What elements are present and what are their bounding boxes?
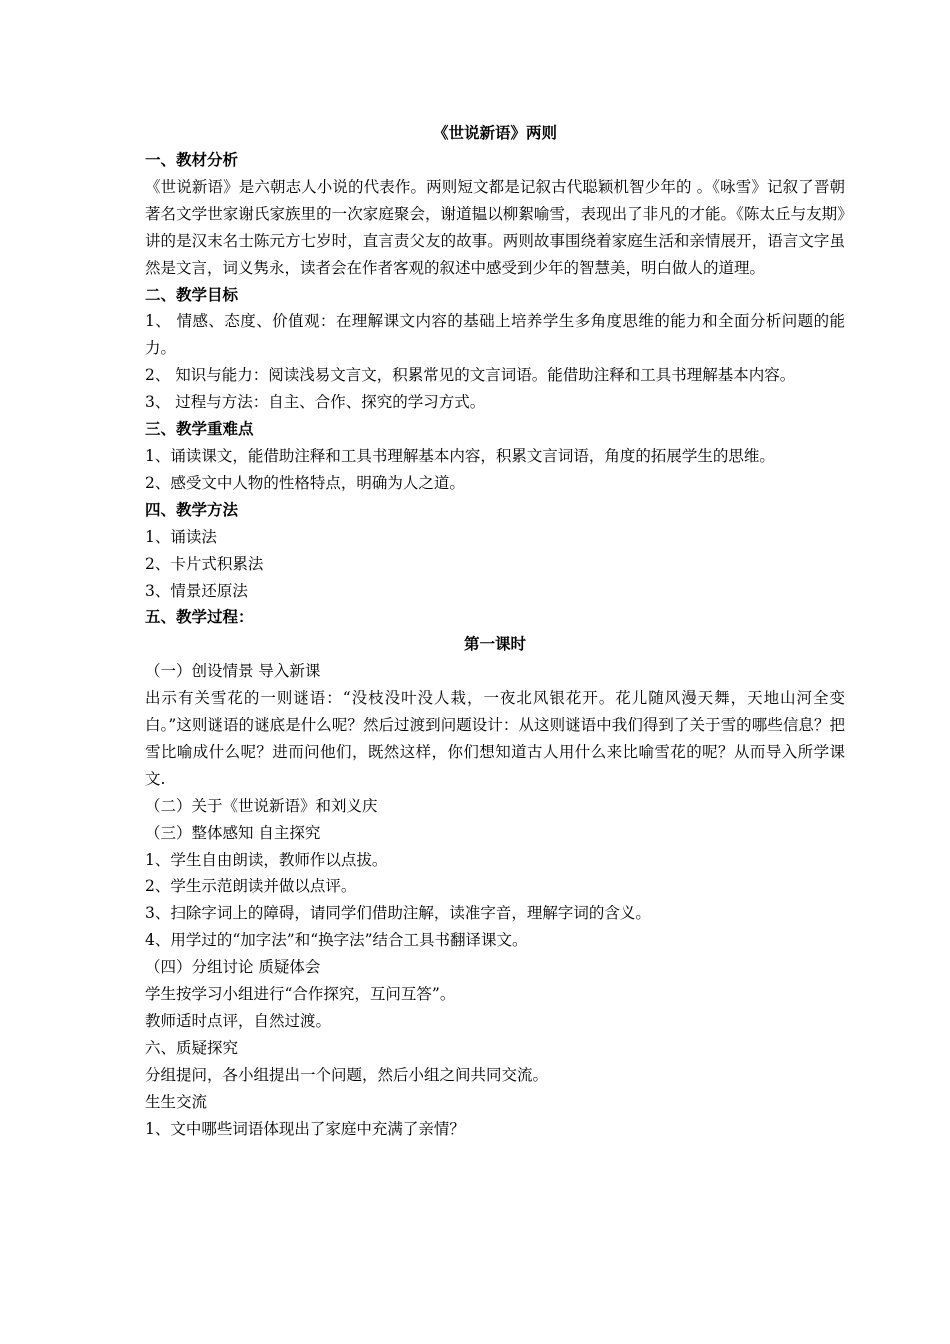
objective-item: 3、 过程与方法：自主、合作、探究的学习方式。 [145, 393, 486, 412]
section-heading-objectives: 二、教学目标 [145, 284, 239, 304]
lesson-title: 第一课时 [463, 634, 526, 654]
method-item: 3、情景还原法 [145, 581, 248, 600]
step-heading: （一）创设情景 导入新课 [145, 662, 321, 681]
section-heading-key-points: 三、教学重难点 [145, 419, 254, 439]
inquiry-item: 分组提问，各小组提出一个问题，然后小组之间共同交流。 [145, 1065, 549, 1084]
section-heading-process: 五、教学过程： [145, 607, 254, 627]
step-heading: （三）整体感知 自主探究 [145, 823, 321, 842]
key-point-item: 1、诵读课文，能借助注释和工具书理解基本内容，积累文言词语，角度的拓展学生的思维。 [145, 446, 775, 465]
objective-item: 1、 情感、态度、价值观：在理解课文内容的基础上培养学生多角度思维的能力和全面分析问题的能力。 [145, 312, 845, 358]
objective-item: 2、 知识与能力：阅读浅易文言文，积累常见的文言词语。能借助注释和工具书理解基本内容。 [145, 366, 796, 385]
step-item: 2、学生示范朗读并做以点评。 [145, 877, 357, 896]
section-heading-analysis: 一、教材分析 [145, 150, 239, 169]
step-heading: （二）关于《世说新语》和刘义庆 [145, 796, 378, 815]
step-item: 教师适时点评，自然过渡。 [145, 1012, 332, 1030]
step-item: 1、学生自由朗读，教师作以点拔。 [145, 850, 388, 869]
step-item: 3、扫除字词上的障碍，请同学们借助注解，读准字音，理解字词的含义。 [145, 904, 651, 923]
method-item: 1、诵读法 [145, 527, 217, 546]
section-heading-inquiry: 六、质疑探究 [145, 1038, 239, 1057]
key-point-item: 2、感受文中人物的性格特点，明确为人之道。 [145, 473, 465, 492]
document-body [145, 147, 845, 1143]
inquiry-item: 生生交流 [145, 1092, 208, 1111]
document-title: 《世说新语》两则 [432, 123, 557, 142]
method-item: 2、卡片式积累法 [145, 554, 264, 573]
inquiry-item: 1、文中哪些词语体现出了家庭中充满了亲情？ [145, 1119, 465, 1138]
analysis-paragraph: 《世说新语》是六朝志人小说的代表作。两则短文都是记叙古代聪颖机智少年的 。《咏雪》记叙了晋朝著名文学世家谢氏家族里的一次家庭聚会，谢道韫以柳絮喻雪，表现出了非凡的才能。《陈太丘与友期》讲的是汉末名士陈元方七岁时，直言责父友的故事。两则故事围绕着家庭生活和亲情展开，语言文字虽然是文言，词义隽永，读者会在作者客观的叙述中感受到少年的智慧美，明白做人的道理。 [145, 177, 845, 277]
riddle-paragraph: 出示有关雪花的一则谜语：“没枝没叶没人栽，一夜北风银花开。花儿随风漫天舞，天地山河全变白。”这则谜语的谜底是什么呢？然后过渡到问题设计：从这则谜语中我们得到了关于雪的哪些信息？把雪比喻成什么呢？进而问他们，既然这样，你们想知道古人用什么来比喻雪花的呢？从而导入所学课文. [145, 689, 845, 788]
step-heading: （四）分组讨论 质疑体会 [145, 958, 321, 977]
section-heading-methods: 四、教学方法 [145, 499, 239, 519]
step-item: 4、用学过的“加字法”和“换字法”结合工具书翻译课文。 [145, 931, 528, 950]
step-item: 学生按学习小组进行“合作探究，互问互答”。 [145, 985, 456, 1004]
